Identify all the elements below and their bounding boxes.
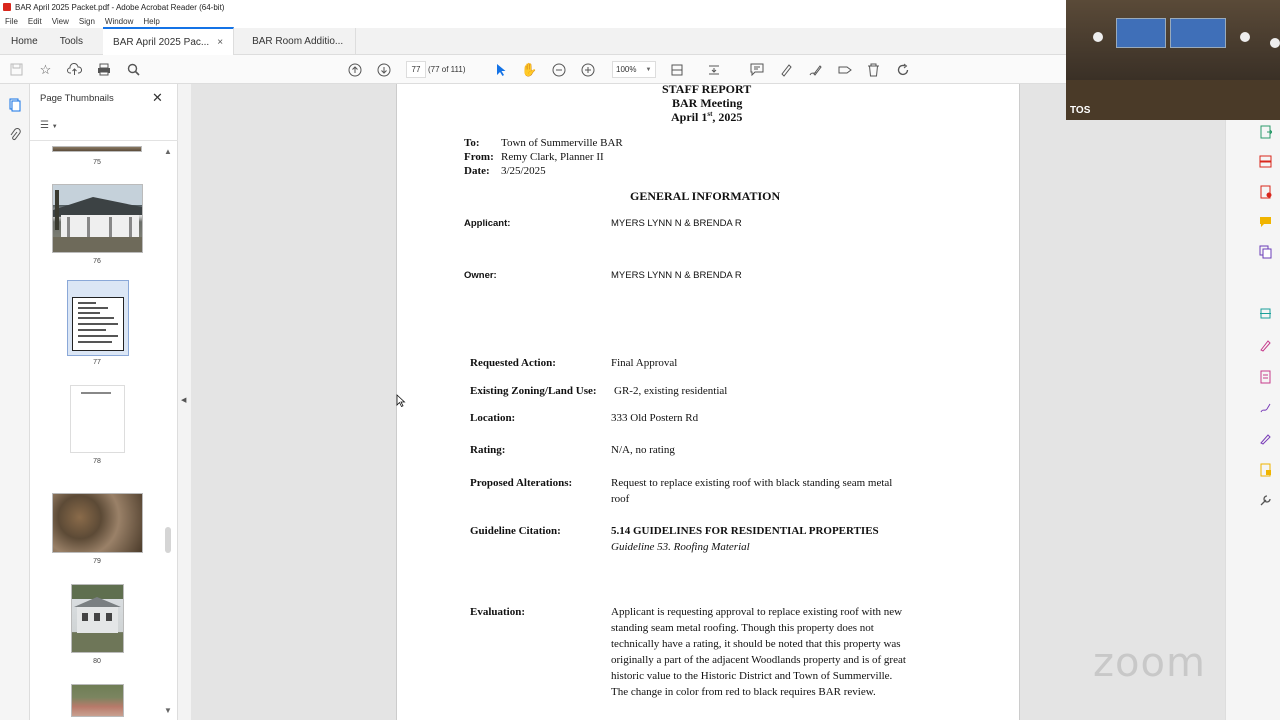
menu-window[interactable]: Window bbox=[104, 16, 134, 26]
zoom-level-value: 100% bbox=[616, 65, 637, 74]
scan-ocr-icon[interactable] bbox=[1258, 306, 1273, 321]
thumbnail-page-76[interactable] bbox=[52, 184, 143, 253]
thumbnail-page-number: 77 bbox=[93, 359, 101, 366]
section-title: GENERAL INFORMATION bbox=[630, 189, 781, 203]
memo-date-value: 3/25/2025 bbox=[501, 165, 546, 177]
memo-from-label: From: bbox=[464, 151, 494, 163]
council-dais bbox=[1066, 80, 1280, 120]
more-tools-icon[interactable] bbox=[1258, 493, 1273, 508]
acrobat-app-icon bbox=[3, 3, 11, 11]
proposed-alterations-label: Proposed Alterations: bbox=[470, 477, 573, 489]
save-icon[interactable] bbox=[8, 61, 25, 78]
page-thumbnails-icon[interactable] bbox=[8, 98, 22, 112]
memo-to-label: To: bbox=[464, 137, 480, 149]
window-title-bar bbox=[0, 0, 1066, 14]
select-cursor-icon[interactable] bbox=[492, 61, 509, 78]
previous-page-icon[interactable] bbox=[346, 61, 363, 78]
tab-home[interactable]: Home bbox=[11, 35, 38, 47]
ceiling-light bbox=[1240, 32, 1250, 42]
fill-and-sign-icon[interactable] bbox=[1258, 338, 1273, 353]
evaluation-label: Evaluation: bbox=[470, 606, 526, 618]
organize-pages-icon[interactable] bbox=[1258, 154, 1273, 169]
zoning-label: Existing Zoning/Land Use: bbox=[470, 385, 597, 397]
page-display-icon[interactable] bbox=[668, 61, 685, 78]
thumbnail-page-80[interactable] bbox=[71, 584, 124, 653]
tab-tools[interactable]: Tools bbox=[59, 35, 84, 47]
thumbnail-page-number: 78 bbox=[93, 458, 101, 465]
proposed-alterations-line: Request to replace existing roof with black standing seam metal bbox=[611, 477, 893, 489]
evaluation-line: Applicant is requesting approval to replace existing roof with new bbox=[611, 606, 903, 618]
thumbnail-scrollbar-thumb[interactable] bbox=[165, 527, 171, 553]
protect-lock-icon[interactable] bbox=[1258, 462, 1273, 477]
thumbnail-page-number: 76 bbox=[93, 258, 101, 265]
evaluation-line: historic value to the Historic District and Town of Summerville. bbox=[611, 670, 893, 682]
thumbnail-page-number: 80 bbox=[93, 658, 101, 665]
comment-tool-icon[interactable] bbox=[1258, 214, 1273, 229]
owner-label: Owner: bbox=[464, 270, 497, 281]
rotate-refresh-icon[interactable] bbox=[894, 61, 911, 78]
menu-edit[interactable]: Edit bbox=[27, 16, 42, 26]
search-icon[interactable] bbox=[125, 61, 142, 78]
scroll-up-arrow-icon[interactable]: ▲ bbox=[164, 147, 172, 156]
window-title: BAR April 2025 Packet.pdf - Adobe Acrobat Reader (64-bit) bbox=[15, 2, 225, 12]
chevron-down-icon: ▼ bbox=[645, 66, 652, 73]
thumbnail-page-number: 75 bbox=[93, 159, 101, 166]
zoom-out-icon[interactable] bbox=[550, 61, 567, 78]
meeting-title: BAR Meeting bbox=[672, 96, 743, 110]
requested-action-label: Requested Action: bbox=[470, 357, 556, 369]
bookmark-star-icon[interactable]: ☆ bbox=[39, 61, 52, 77]
close-icon[interactable]: × bbox=[217, 36, 224, 48]
report-title: STAFF REPORT bbox=[662, 82, 752, 96]
tab-document-label: BAR April 2025 Pac... bbox=[113, 36, 210, 48]
thumbnail-page-78[interactable] bbox=[70, 385, 125, 453]
left-navigation-strip bbox=[0, 84, 30, 720]
tab-document-label: BAR Room Additio... bbox=[252, 35, 344, 47]
applicant-label: Applicant: bbox=[464, 218, 511, 229]
thumbnail-page-77-selected[interactable] bbox=[67, 280, 129, 356]
close-icon[interactable]: ✕ bbox=[152, 90, 163, 105]
menu-bar bbox=[0, 14, 1066, 28]
thumbnail-page-79[interactable] bbox=[52, 493, 143, 553]
scroll-down-arrow-icon[interactable]: ▼ bbox=[164, 706, 172, 715]
mouse-cursor-icon bbox=[396, 394, 406, 411]
room-display-screen bbox=[1116, 18, 1166, 48]
fill-sign-icon[interactable] bbox=[836, 61, 853, 78]
panel-collapse-strip[interactable] bbox=[178, 84, 191, 720]
zoom-in-icon[interactable] bbox=[579, 61, 596, 78]
thumbnail-page-75[interactable] bbox=[52, 146, 142, 152]
page-thumbnails-panel bbox=[30, 84, 178, 720]
guideline-citation-label: Guideline Citation: bbox=[470, 525, 561, 537]
owner-value: MYERS LYNN N & BRENDA R bbox=[611, 270, 742, 281]
scroll-mode-icon[interactable] bbox=[705, 61, 722, 78]
page-number-input[interactable]: 77 bbox=[406, 61, 426, 78]
page-count-label: (77 of 111) bbox=[428, 65, 466, 74]
print-icon[interactable] bbox=[95, 61, 112, 78]
video-feed-tile bbox=[1066, 0, 1280, 120]
hand-tool-icon[interactable]: ✋ bbox=[521, 61, 538, 77]
tools-sidebar bbox=[1225, 84, 1280, 720]
thumbnail-options-icon[interactable]: ☰ ▼ bbox=[40, 120, 58, 131]
location-label: Location: bbox=[470, 412, 516, 424]
comment-icon[interactable] bbox=[748, 61, 765, 78]
panel-title: Page Thumbnails bbox=[40, 93, 114, 104]
evaluation-line: The change in color from red to black requires BAR review. bbox=[611, 686, 876, 698]
divider bbox=[30, 140, 178, 141]
create-pdf-icon[interactable] bbox=[1258, 184, 1273, 199]
meeting-date: April 1st, 2025 bbox=[671, 110, 743, 124]
guideline-subtitle: Guideline 53. Roofing Material bbox=[611, 541, 750, 553]
zoom-watermark: zoom bbox=[1093, 640, 1206, 686]
thumbnail-page-number: 79 bbox=[93, 558, 101, 565]
ceiling-light bbox=[1270, 38, 1280, 48]
memo-to-value: Town of Summerville BAR bbox=[501, 137, 623, 149]
ceiling-light bbox=[1093, 32, 1103, 42]
export-pdf-icon[interactable] bbox=[1258, 124, 1273, 139]
requested-action-value: Final Approval bbox=[611, 357, 678, 369]
request-signature-icon[interactable] bbox=[1258, 400, 1273, 415]
rating-value: N/A, no rating bbox=[611, 444, 675, 456]
zoning-value: GR-2, existing residential bbox=[614, 385, 728, 397]
menu-help[interactable]: Help bbox=[143, 16, 160, 26]
menu-file[interactable]: File bbox=[5, 16, 18, 26]
pdf-page bbox=[396, 84, 1020, 720]
evaluation-line: standing seam metal roofing. Though this property does not bbox=[611, 622, 874, 634]
next-page-icon[interactable] bbox=[375, 61, 392, 78]
proposed-alterations-line: roof bbox=[611, 493, 630, 505]
rating-label: Rating: bbox=[470, 444, 506, 456]
toolbar bbox=[0, 55, 1066, 84]
sign-pen-icon[interactable] bbox=[1258, 431, 1273, 446]
guideline-title: 5.14 GUIDELINES FOR RESIDENTIAL PROPERTIES bbox=[611, 525, 879, 537]
thumbnail-page-81[interactable] bbox=[71, 684, 124, 717]
zoom-level-select[interactable] bbox=[612, 61, 656, 78]
memo-date-label: Date: bbox=[464, 165, 490, 177]
location-value: 333 Old Postern Rd bbox=[611, 412, 699, 424]
highlight-pen-icon[interactable] bbox=[777, 61, 794, 78]
participant-name-label: TOS bbox=[1070, 105, 1091, 116]
tab-bar bbox=[0, 28, 1066, 55]
draw-freehand-icon[interactable] bbox=[806, 61, 823, 78]
room-display-screen bbox=[1170, 18, 1226, 48]
applicant-value: MYERS LYNN N & BRENDA R bbox=[611, 218, 742, 229]
edit-pdf-icon[interactable] bbox=[1258, 369, 1273, 384]
collapse-left-icon[interactable]: ◀ bbox=[181, 397, 187, 404]
evaluation-line: originally a part of the adjacent Woodlands property and is of great bbox=[611, 654, 906, 666]
combine-files-icon[interactable] bbox=[1258, 244, 1273, 259]
delete-trash-icon[interactable] bbox=[865, 61, 882, 78]
tab-document-bar-room-addition[interactable] bbox=[234, 28, 356, 55]
upload-cloud-icon[interactable] bbox=[66, 61, 83, 78]
menu-view[interactable]: View bbox=[51, 16, 69, 26]
menu-sign[interactable]: Sign bbox=[78, 16, 95, 26]
attachment-paperclip-icon[interactable] bbox=[8, 128, 22, 142]
evaluation-line: technically have a rating, it should be noted that this property was bbox=[611, 638, 901, 650]
tab-document-bar-april-packet[interactable] bbox=[103, 27, 234, 55]
memo-from-value: Remy Clark, Planner II bbox=[501, 151, 604, 163]
